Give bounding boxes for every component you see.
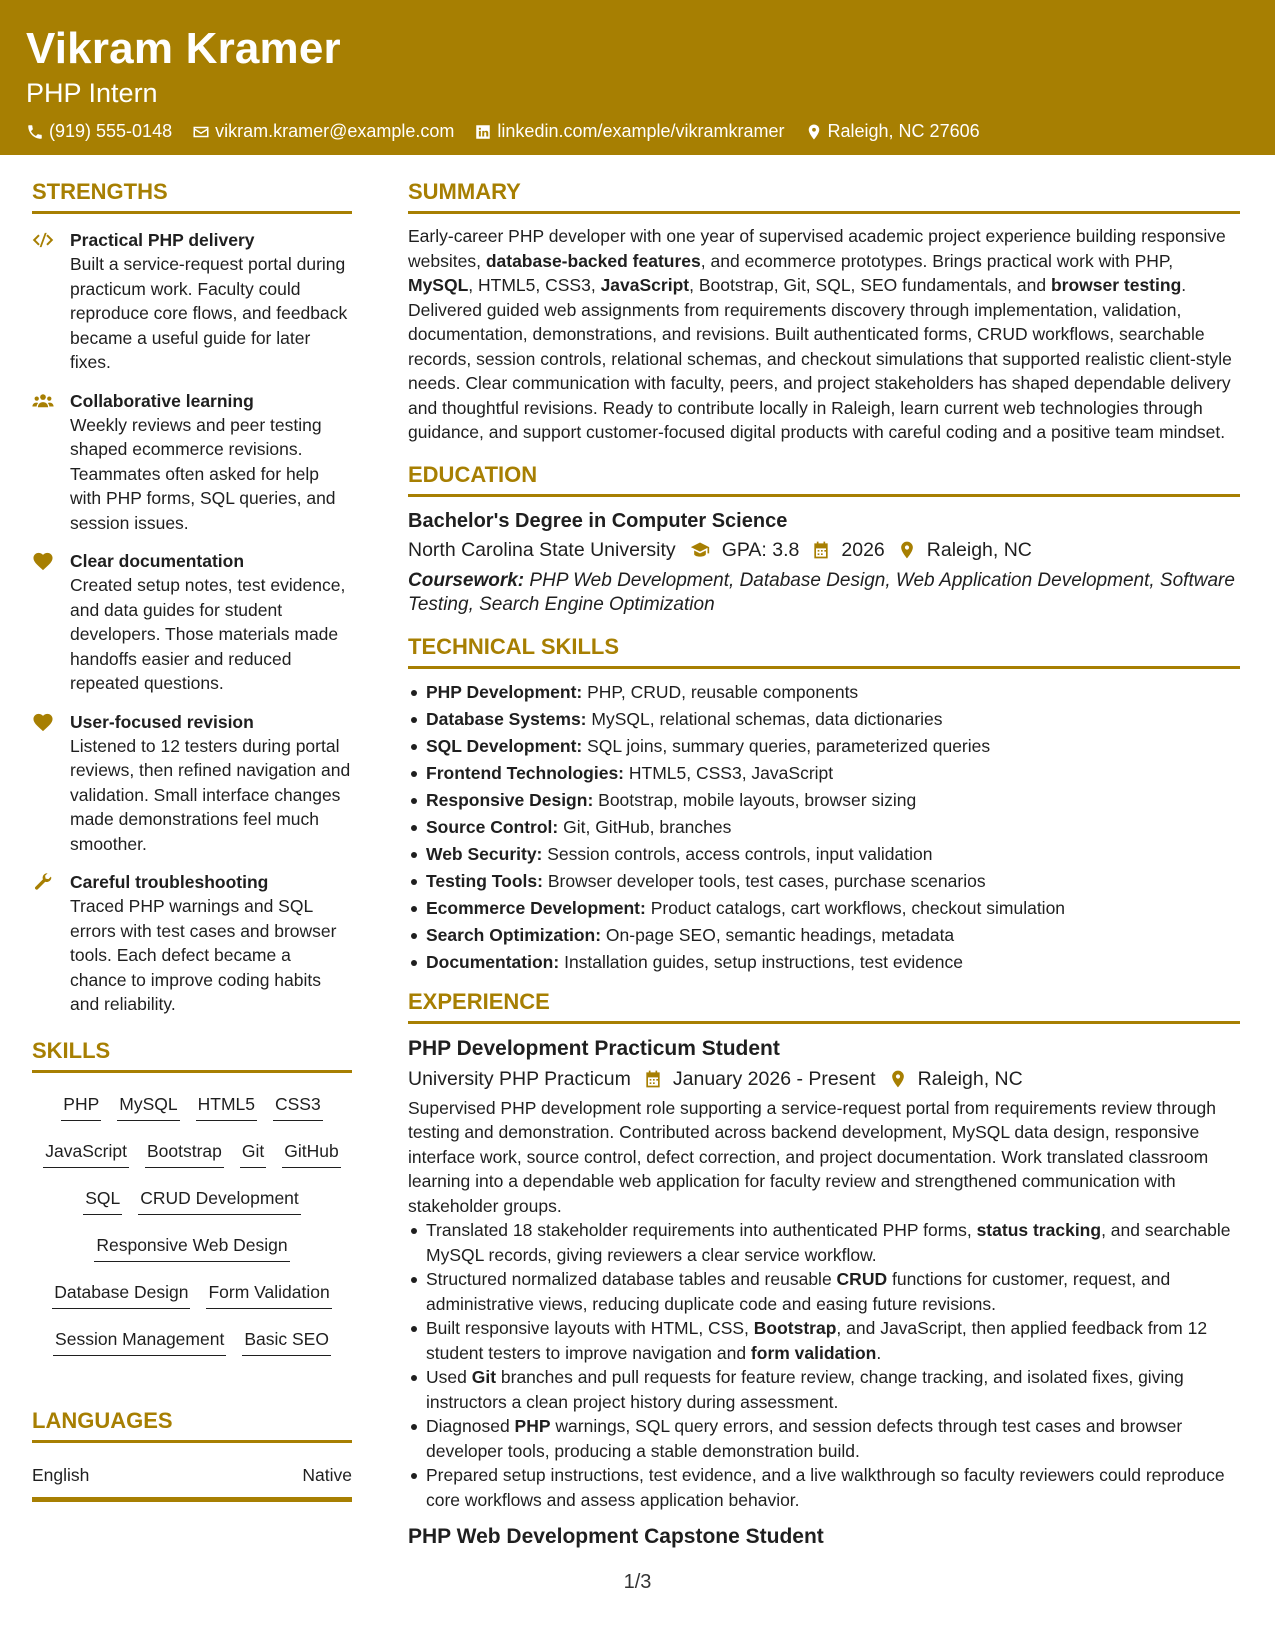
skill-value: MySQL, relational schemas, data dictionaries [591,708,943,729]
list-item [408,1463,1240,1512]
skill-value: HTML5, CSS3, JavaScript [628,762,834,783]
text-run: . [876,1342,882,1363]
list-item [408,1365,1240,1414]
bold-text: status tracking [976,1220,1102,1240]
job-title: PHP Development Practicum Student [408,1036,780,1060]
list-item [408,1414,1240,1463]
strength-title: User-focused revision [70,711,254,732]
technical-skills-heading: TECHNICAL SKILLS [408,633,1240,669]
skill-tag: JavaScript [43,1134,129,1168]
list-item [408,949,1240,976]
job-meta [408,1064,1240,1094]
skill-tag: Basic SEO [242,1322,331,1356]
skills-tags [32,1083,352,1369]
text-run: . Delivered guided web assignments from requirements discovery through implementation, validation, documentation, demonstrations, and revisions. Built authenticated forms, CRUD workflows, searchable records, session controls, relational schemas, and checkout simulations that supported realistic client-style needs. Clear communication with faculty, peers, and project stakeholders has shaped dependable delivery and thoughtful revisions. Ready to contribute locally in Raleigh, learn current web technologies through guidance, and support customer-focused digital products with careful coding and a positive team mindset. [408,275,1232,442]
text-run: Prepared setup instructions, test evidence, and a live walkthrough so faculty reviewers could reproduce core workflows and assess application behavior. [426,1465,1225,1510]
text-run: , and searchable MySQL records, giving reviewers a clear service workflow. [426,1220,1231,1265]
bold-text: Git [471,1367,497,1387]
job-bullets [408,1218,1240,1512]
resume-header [0,0,1275,155]
contact-location [805,121,980,142]
education-meta [408,535,1240,565]
skill-label: Frontend Technologies: [426,762,625,783]
skill-tag: Database Design [52,1275,190,1309]
linkedin-link[interactable]: linkedin.com/example/vikramkramer [497,121,785,141]
list-item [408,814,1240,841]
bold-text: CRUD [836,1269,888,1289]
bold-text: database-backed features [485,250,701,271]
skill-label: Search Optimization: [426,924,602,945]
skill-value: Git, GitHub, branches [563,816,732,837]
skill-label: Documentation: [426,951,560,972]
location-icon [805,123,823,141]
page-number: 1/3 [623,1571,652,1593]
list-item [408,1316,1240,1365]
skill-tag: Git [240,1134,266,1168]
coursework-list: PHP Web Development, Database Design, Web Application Development, Software Testing, Search Engine Optimization [408,569,1235,615]
skills-heading: SKILLS [32,1037,352,1073]
text-run: Early-career PHP developer with one year of supervised academic project experience building responsive websites, [408,226,1226,271]
list-item [408,706,1240,733]
school-name: North Carolina State University [408,538,676,561]
candidate-title: PHP Intern [26,78,158,108]
email-icon [192,123,210,141]
job-title: PHP Web Development Capstone Student [408,1525,824,1548]
strength-desc: Listened to 12 testers during portal reviews, then refined navigation and validation. Small interface changes made demonstrations feel much smoother. [70,735,351,854]
wrench-icon [32,872,54,892]
strength-item [32,389,352,536]
code-icon [32,230,54,250]
bold-text: MySQL [408,275,469,295]
education-location: Raleigh, NC [926,538,1032,561]
skill-tag: SQL [83,1181,122,1215]
job-summary: Supervised PHP development role supporting a service-request portal from requirements review through testing and demonstration. Contributed across backend development, MySQL data design, responsive interface work, source control, defect correction, and project documentation. Work translated classroom learning into a dependable web application for faculty review and strengthened communication with stakeholder groups. [408,1097,1216,1216]
summary-heading: SUMMARY [408,178,1240,214]
skill-tag: CSS3 [273,1087,323,1121]
phone-icon [26,123,44,141]
calendar-icon [811,540,831,560]
skill-label: SQL Development: [426,735,583,756]
text-run: branches and pull requests for feature review, change tracking, and isolated fixes, giving instructors a clean project history during assessment. [426,1367,1184,1412]
text-run: , HTML5, CSS3, [468,275,601,295]
strength-desc: Built a service-request portal during practicum work. Faculty could reproduce core flows, and feedback became a useful guide for later fixes. [70,254,348,372]
list-item [408,1267,1240,1316]
skills-row [32,1181,352,1228]
strength-item [32,228,352,375]
experience-heading: EXPERIENCE [408,988,1240,1024]
languages-heading: LANGUAGES [32,1407,352,1443]
list-item [408,1218,1240,1267]
left-column [32,178,352,1502]
technical-skills-list [408,679,1240,976]
strength-title: Clear documentation [70,551,245,571]
strength-desc: Created setup notes, test evidence, and data guides for student developers. Those materials made handoffs easier and reduced repeated questions. [70,575,346,693]
contact-email[interactable] [192,121,454,142]
strength-item [32,870,352,1017]
skill-tag: PHP [61,1087,101,1121]
calendar-icon [643,1069,663,1089]
skill-label: Web Security: [426,843,543,864]
candidate-name: Vikram Kramer [26,24,341,73]
skill-value: Session controls, access controls, input validation [547,843,933,864]
bold-text: Bootstrap [753,1318,837,1338]
coursework-label: Coursework: [408,569,525,591]
strength-desc: Weekly reviews and peer testing shaped ecommerce revisions. Teammates often asked for help with PHP forms, SQL queries, and session issues. [70,414,336,533]
education-heading: EDUCATION [408,461,1240,497]
phone-text: (919) 555-0148 [49,121,173,141]
skill-label: Source Control: [426,816,559,837]
skill-tag: MySQL [117,1087,179,1121]
skill-value: Installation guides, setup instructions, test evidence [564,951,963,972]
strength-item [32,710,352,857]
bold-text: form validation [750,1342,877,1363]
skill-label: Testing Tools: [426,870,543,891]
right-column [408,178,1240,1552]
skill-value: On-page SEO, semantic headings, metadata [605,924,955,945]
skill-value: Bootstrap, mobile layouts, browser sizing [598,789,917,810]
users-icon [32,391,54,411]
language-name: English [32,1464,90,1485]
skill-value: SQL joins, summary queries, parameterized queries [587,735,991,756]
skill-label: PHP Development: [426,681,583,702]
bold-text: JavaScript [600,275,690,295]
skill-tag: CRUD Development [138,1181,301,1215]
list-item [408,868,1240,895]
heart-icon [32,551,54,571]
text-run: Diagnosed [426,1416,515,1436]
list-item [408,922,1240,949]
contact-bar [26,121,1249,142]
list-item [408,679,1240,706]
job-location: Raleigh, NC [917,1067,1023,1090]
skill-tag: Bootstrap [145,1134,224,1168]
strength-desc: Traced PHP warnings and SQL errors with test cases and browser tools. Each defect became a chance to improve coding habits and reliability. [70,896,337,1014]
contact-linkedin[interactable] [474,121,784,142]
text-run: , Bootstrap, Git, SQL, SEO fundamentals, and [689,275,1051,295]
skills-row [32,1228,352,1275]
text-run: warnings, SQL query errors, and session defects through test cases and browser developer tools, producing a stable demonstration build. [426,1416,1183,1461]
text-run: , and ecommerce prototypes. Brings practical work with PHP, [700,250,1174,271]
skill-label: Database Systems: [426,708,587,729]
strength-title: Practical PHP delivery [70,230,255,250]
coursework [408,569,1240,617]
list-item [408,760,1240,787]
text-run: Structured normalized database tables and reusable [426,1269,837,1289]
skill-tag: GitHub [282,1134,340,1168]
strengths-heading: STRENGTHS [32,178,352,214]
email-link[interactable]: vikram.kramer@example.com [215,121,455,141]
location-text: Raleigh, NC 27606 [827,121,980,141]
skill-value: Product catalogs, cart workflows, checkout simulation [650,897,1066,918]
skills-row [32,1134,352,1181]
skill-tag: Session Management [53,1322,226,1356]
linkedin-icon [474,123,492,141]
list-item [408,841,1240,868]
text-run: Translated 18 stakeholder requirements into authenticated PHP forms, [426,1220,977,1240]
job-org: University PHP Practicum [408,1067,631,1090]
heart-icon [32,712,54,732]
skill-label: Responsive Design: [426,789,594,810]
skills-row [32,1087,352,1134]
text-run: , and JavaScript, then applied feedback from 12 student testers to improve navigation and [426,1318,1208,1363]
strengths-list [32,224,352,1017]
location-icon [897,540,917,560]
graduation-year: 2026 [841,538,885,561]
skill-label: Ecommerce Development: [426,897,646,918]
language-level: Native [302,1464,352,1485]
gpa: GPA: 3.8 [721,538,800,561]
skill-tag: Form Validation [206,1275,331,1309]
bold-text: browser testing [1050,275,1182,295]
language-row [32,1453,352,1502]
text-run: functions for customer, request, and administrative views, reducing duplicate code and easing future revisions. [426,1269,1171,1314]
skills-row [32,1275,352,1322]
contact-phone [26,121,172,142]
bold-text: PHP [514,1416,551,1436]
text-run: Built responsive layouts with HTML, CSS, [426,1318,754,1338]
list-item [408,787,1240,814]
skill-value: PHP, CRUD, reusable components [587,681,859,702]
skill-tag: Responsive Web Design [94,1228,289,1262]
skills-row [32,1322,352,1369]
location-icon [888,1069,908,1089]
strength-title: Careful troubleshooting [70,872,269,892]
summary-text [408,224,1240,445]
skill-value: Browser developer tools, test cases, purchase scenarios [547,870,986,891]
strength-title: Collaborative learning [70,390,254,411]
job-dates: January 2026 - Present [672,1067,876,1090]
degree-title: Bachelor's Degree in Computer Science [408,509,788,532]
strength-item [32,549,352,696]
skill-tag: HTML5 [196,1087,257,1121]
text-run: Used [426,1367,472,1387]
graduation-cap-icon [688,540,712,560]
list-item [408,733,1240,760]
list-item [408,895,1240,922]
